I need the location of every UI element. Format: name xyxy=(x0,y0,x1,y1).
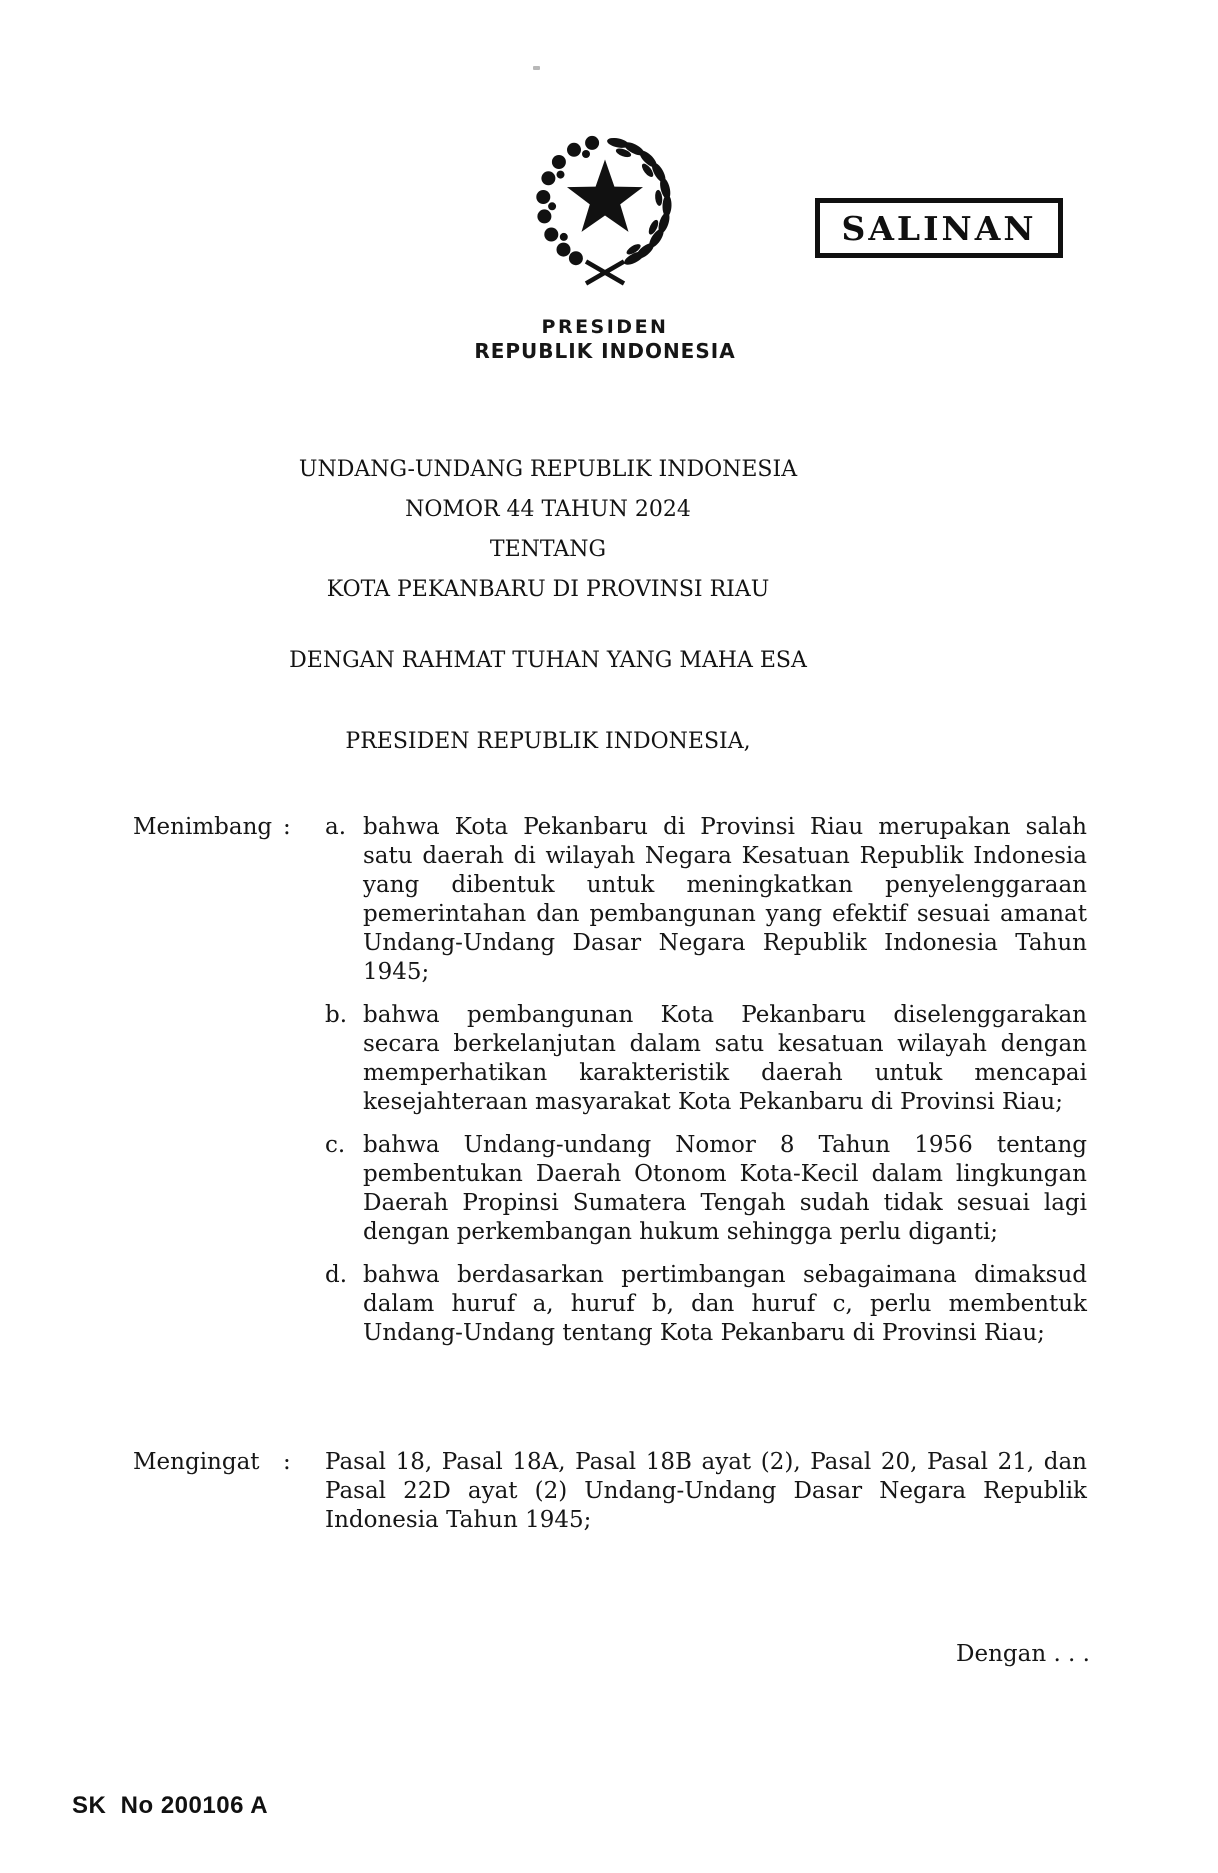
law-title-line2: NOMOR 44 TAHUN 2024 xyxy=(405,497,691,522)
sk-number: SK No 200106 A xyxy=(72,1792,269,1819)
page-catchword: Dengan . . . xyxy=(956,1641,1090,1667)
scan-artifact-speck xyxy=(533,66,540,70)
considering-item-d xyxy=(325,1261,1087,1348)
authority-line: PRESIDEN REPUBLIK INDONESIA, xyxy=(345,729,751,754)
remembering-colon: : xyxy=(283,1449,291,1475)
considering-section xyxy=(133,813,1087,1348)
considering-item-b xyxy=(325,1001,1087,1117)
law-title xyxy=(148,450,948,610)
considering-colon: : xyxy=(283,814,291,840)
remembering-label: Mengingat xyxy=(133,1449,260,1475)
law-title-line4: KOTA PEKANBARU DI PROVINSI RIAU xyxy=(326,577,770,602)
item-text: bahwa Kota Pekanbaru di Provinsi Riau merupakan salah satu daerah di wilayah Negara Kesatuan Republik Indonesia yang dibentuk untuk meningkatkan penyelenggaraan pemerintahan dan pembangunan yang efektif sesuai amanat Undang-Undang Dasar Negara Republik Indonesia Tahun 1945; xyxy=(363,814,1087,985)
item-text: bahwa Undang-undang Nomor 8 Tahun 1956 tentang pembentukan Daerah Otonom Kota-Kecil dalam lingkungan Daerah Propinsi Sumatera Tengah sudah tidak sesuai lagi dengan perkembangan hukum sehingga perlu diganti; xyxy=(363,1132,1087,1245)
item-letter: a. xyxy=(325,814,347,840)
remembering-text: Pasal 18, Pasal 18A, Pasal 18B ayat (2), Pasal 20, Pasal 21, dan Pasal 22D ayat (2) Undang-Undang Dasar Negara Republik Indonesia Tahun 1945; xyxy=(325,1449,1087,1533)
letterhead-presiden: PRESIDEN xyxy=(541,316,669,338)
item-text: bahwa berdasarkan pertimbangan sebagaimana dimaksud dalam huruf a, huruf b, dan huruf c, perlu membentuk Undang-Undang tentang Kota Pekanbaru di Provinsi Riau; xyxy=(363,1262,1087,1346)
considering-item-a xyxy=(325,813,1087,987)
law-title-line1: UNDANG-UNDANG REPUBLIK INDONESIA xyxy=(298,457,798,482)
salinan-stamp: SALINAN xyxy=(815,198,1063,258)
item-letter: c. xyxy=(325,1132,346,1158)
letterhead-republik-indonesia: REPUBLIK INDONESIA xyxy=(474,339,736,363)
considering-item-c xyxy=(325,1131,1087,1247)
presidential-seal-icon xyxy=(520,118,690,296)
item-letter: d. xyxy=(325,1262,348,1288)
invocation-line: DENGAN RAHMAT TUHAN YANG MAHA ESA xyxy=(289,648,807,673)
considering-label: Menimbang xyxy=(133,814,273,840)
letterhead xyxy=(455,316,755,364)
item-text: bahwa pembangunan Kota Pekanbaru diselenggarakan secara berkelanjutan dalam satu kesatuan wilayah dengan memperhatikan karakteristik daerah untuk mencapai kesejahteraan masyarakat Kota Pekanbaru di Provinsi Riau; xyxy=(363,1002,1087,1115)
considering-items xyxy=(325,813,1087,1348)
remembering-section xyxy=(133,1448,1087,1535)
law-title-line3: TENTANG xyxy=(489,537,607,562)
item-letter: b. xyxy=(325,1002,348,1028)
